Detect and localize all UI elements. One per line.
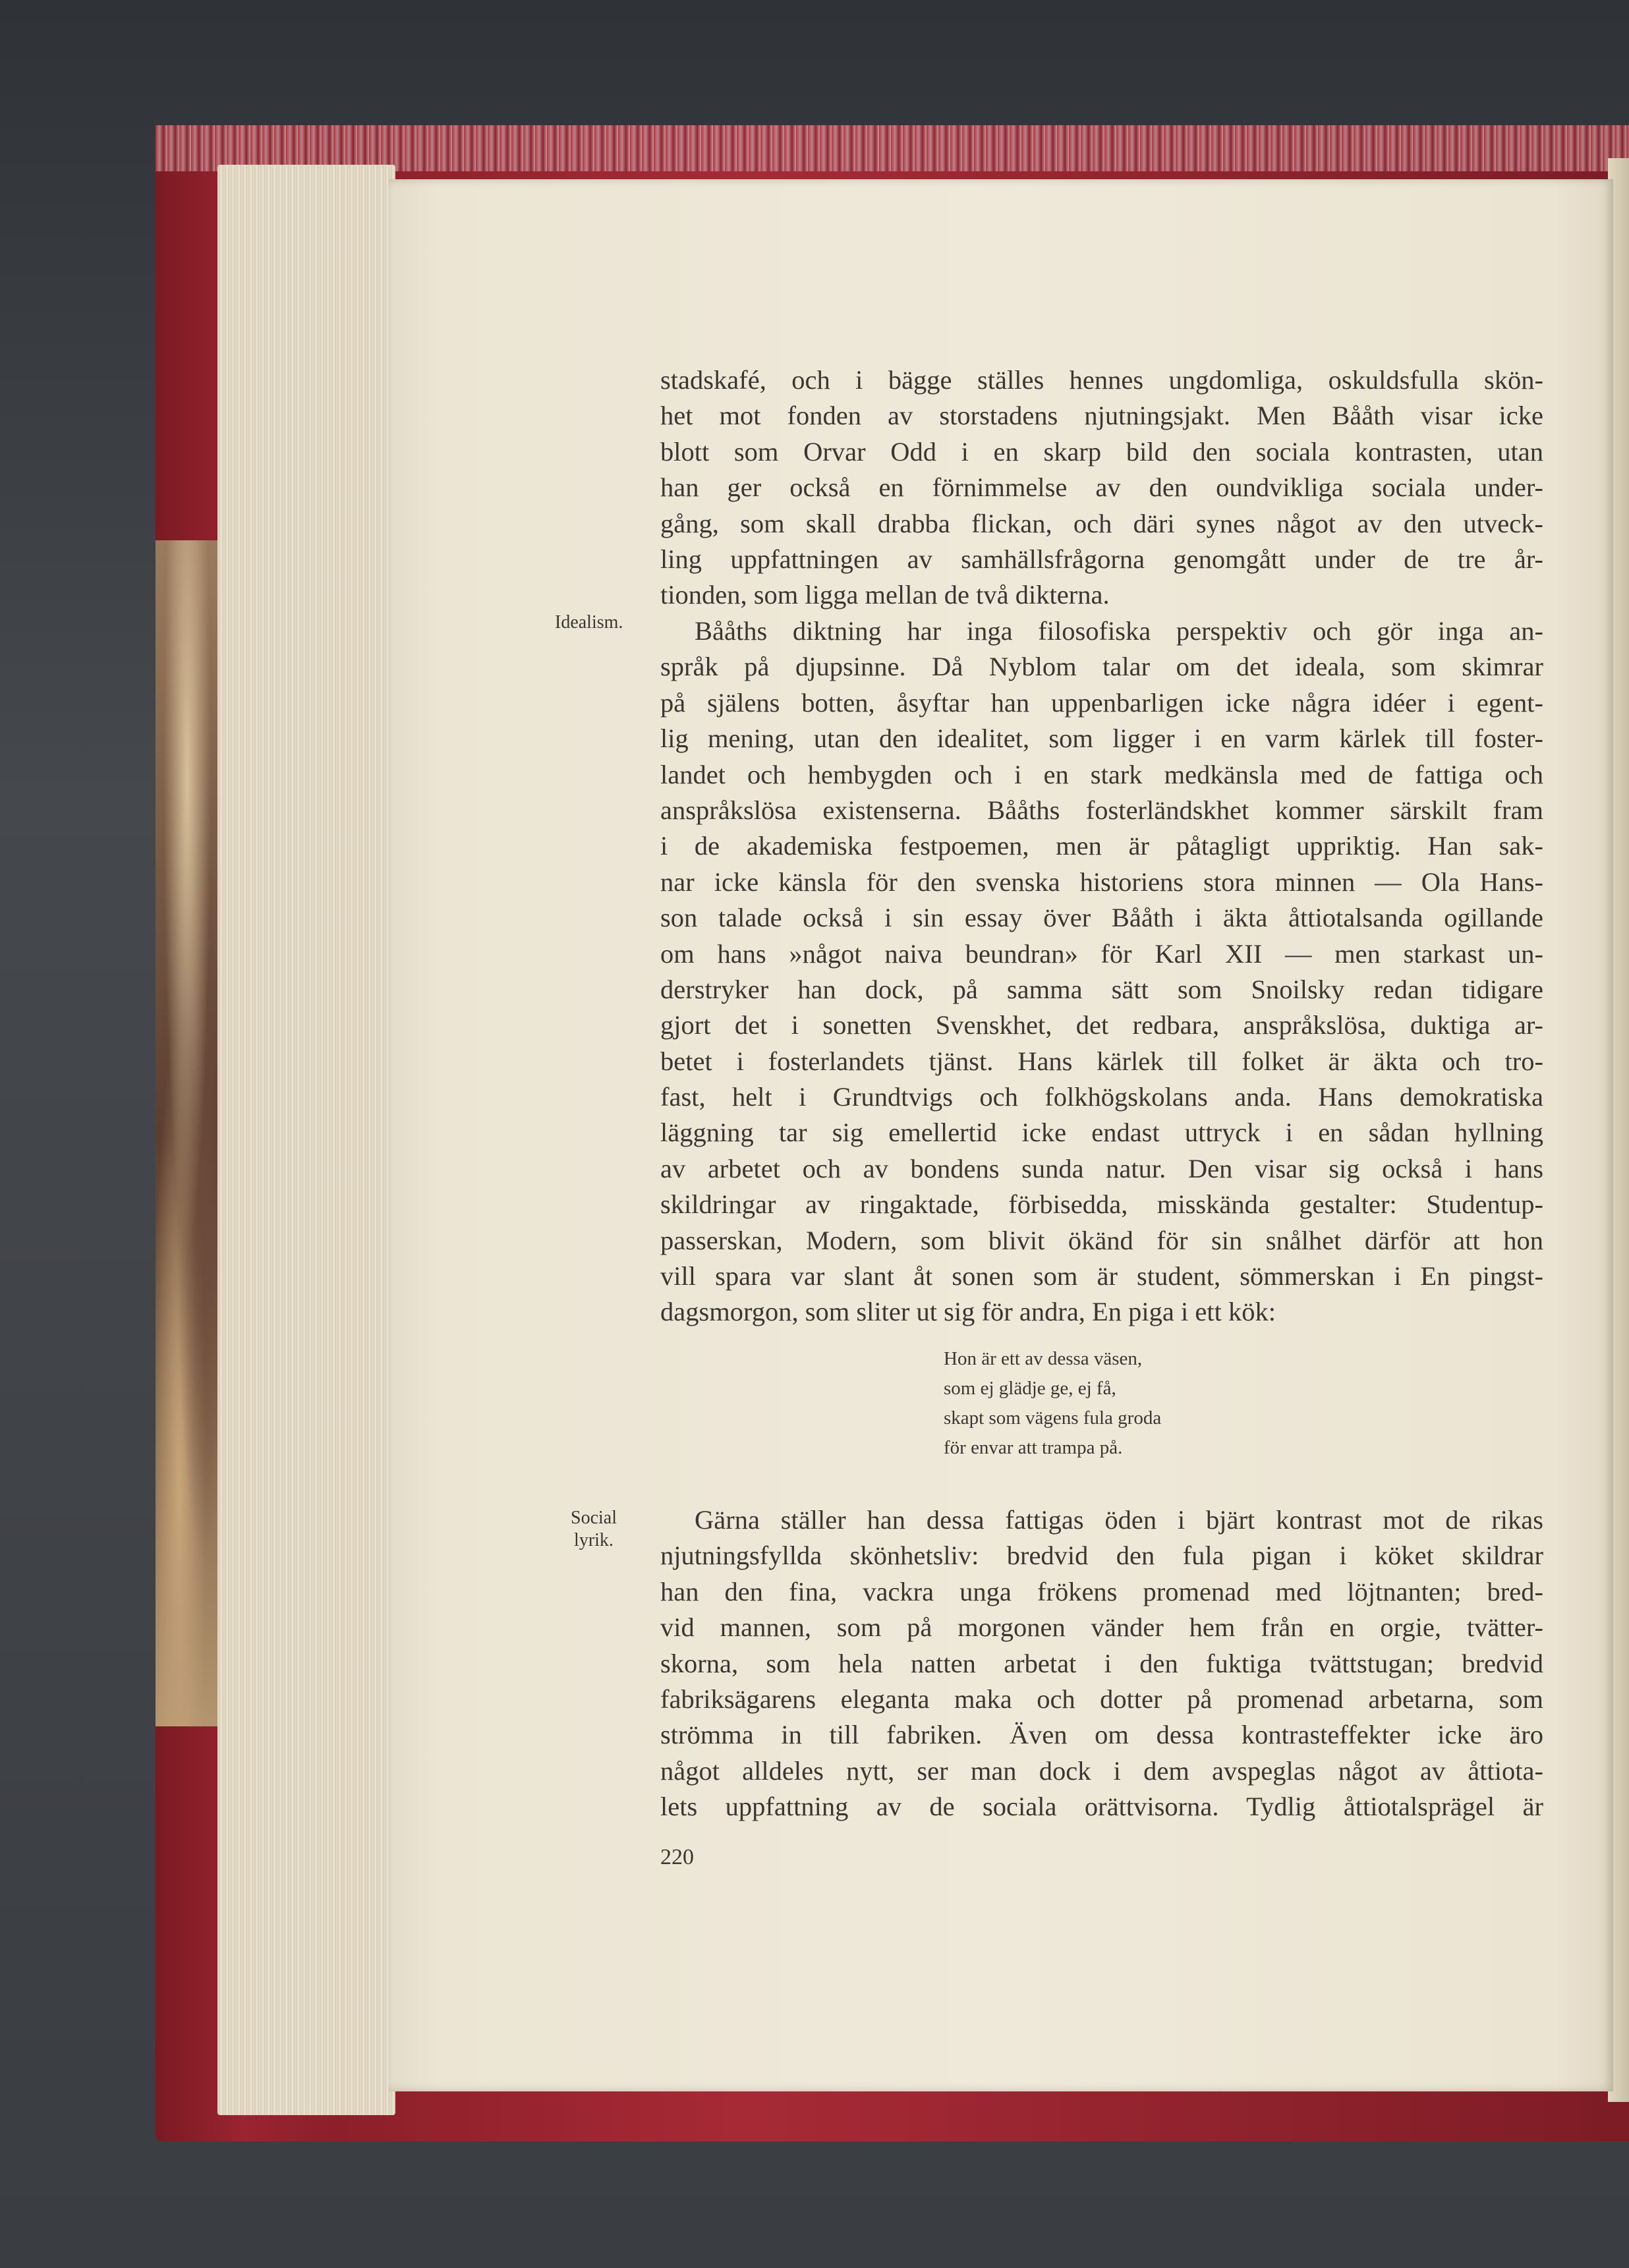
- text-line: nar icke känsla för den svenska historiens stora minnen — Ola Hans-: [660, 866, 1543, 897]
- text-line: fast, helt i Grundtvigs och folkhögskolans anda. Hans demokratiska: [660, 1082, 1543, 1112]
- text-line: i de akademiska festpoemen, men är påtagligt uppriktig. Han sak-: [660, 831, 1543, 861]
- poem-line: Hon är ett av dessa väsen,: [944, 1348, 1143, 1369]
- text-line: han ger också en förnimmelse av den oundvikliga sociala under-: [660, 472, 1543, 503]
- text-line: på själens botten, åsyftar han uppenbarligen icke några idéer i egent-: [660, 687, 1543, 718]
- margin-note-idealism: Idealism.: [555, 612, 623, 633]
- text-line: betet i fosterlandets tjänst. Hans kärlek till folket är äkta och tro-: [660, 1046, 1543, 1076]
- text-line: dagsmorgon, som sliter ut sig för andra, En piga i ett kök:: [660, 1297, 1276, 1327]
- text-line: lig mening, utan den idealitet, som ligger i en varm kärlek till foster-: [660, 723, 1543, 754]
- poem-quote: [944, 1344, 1161, 1463]
- text-line: vill spara var slant åt sonen som är student, sömmerskan i En pingst-: [660, 1261, 1543, 1291]
- text-line: vid mannen, som på morgonen vänder hem från en orgie, tvätter-: [660, 1612, 1543, 1643]
- paragraph-1: [660, 362, 1543, 613]
- text-line: landet och hembygden och i en stark medkänsla med de fattiga och: [660, 759, 1543, 789]
- poem-line: för envar att trampa på.: [944, 1437, 1123, 1458]
- text-line: läggning tar sig emellertid icke endast uttryck i en sådan hyllning: [660, 1118, 1543, 1148]
- text-line: Bååths diktning har inga filosofiska perspektiv och gör inga an-: [695, 616, 1543, 646]
- text-line: gång, som skall drabba flickan, och däri synes något av den utveck-: [660, 508, 1543, 538]
- text-line: son talade också i sin essay över Bååth i äkta åttiotalsanda ogillande: [660, 903, 1543, 933]
- paragraph-2: [660, 613, 1543, 1330]
- margin-note-social-lyrik: Social lyrik.: [571, 1508, 617, 1550]
- text-line: blott som Orvar Odd i en skarp bild den sociala kontrasten, utan: [660, 436, 1543, 467]
- text-line: anspråkslösa existenserna. Bååths fosterländskhet kommer särskilt fram: [660, 795, 1543, 825]
- page-edges: [217, 165, 395, 2115]
- text-line: om hans »något naiva beundran» för Karl XII — men starkast un-: [660, 938, 1543, 969]
- text-line: njutningsfyllda skönhetsliv: bredvid den fula pigan i köket skildrar: [660, 1541, 1543, 1571]
- text-line: något alldeles nytt, ser man dock i dem avspeglas något av åttiota-: [660, 1755, 1543, 1786]
- text-line: ling uppfattningen av samhällsfrågorna genomgått under de tre år-: [660, 544, 1543, 574]
- text-line: tionden, som ligga mellan de två dikterna.: [660, 580, 1110, 610]
- text-line: skildringar av ringaktade, förbisedda, misskända gestalter: Studentup-: [660, 1189, 1543, 1220]
- text-line: han den fina, vackra unga frökens promenad med löjtnanten; bred-: [660, 1576, 1543, 1606]
- text-line: lets uppfattning av de sociala orättvisorna. Tydlig åttiotalsprägel är: [660, 1792, 1543, 1822]
- text-line: gjort det i sonetten Svenskhet, det redbara, anspråkslösa, duktiga ar-: [660, 1010, 1543, 1040]
- text-line: språk på djupsinne. Då Nyblom talar om det ideala, som skimrar: [660, 652, 1543, 682]
- text-line: derstryker han dock, på samma sätt som Snoilsky redan tidigare: [660, 974, 1543, 1004]
- text-line: stadskafé, och i bägge ställes hennes ungdomliga, oskuldsfulla skön-: [660, 365, 1543, 395]
- paragraph-3: [660, 1502, 1543, 1825]
- text-line: Gärna ställer han dessa fattigas öden i bjärt kontrast mot de rikas: [695, 1505, 1543, 1535]
- page-number: 220: [660, 1845, 694, 1869]
- text-line: passerskan, Modern, som blivit ökänd för sin snålhet därför att hon: [660, 1225, 1543, 1255]
- text-line: av arbetet och av bondens sunda natur. Den visar sig också i hans: [660, 1153, 1543, 1183]
- text-line: fabriksägarens eleganta maka och dotter på promenad arbetarna, som: [660, 1684, 1543, 1714]
- poem-line: som ej glädje ge, ej få,: [944, 1378, 1116, 1399]
- text-line: strömma in till fabriken. Även om dessa kontrasteffekter icke äro: [660, 1720, 1543, 1750]
- poem-line: skapt som vägens fula groda: [944, 1407, 1162, 1429]
- text-line: skorna, som hela natten arbetat i den fuktiga tvättstugan; bredvid: [660, 1648, 1543, 1678]
- text-line: het mot fonden av storstadens njutningsjakt. Men Bååth visar icke: [660, 401, 1543, 431]
